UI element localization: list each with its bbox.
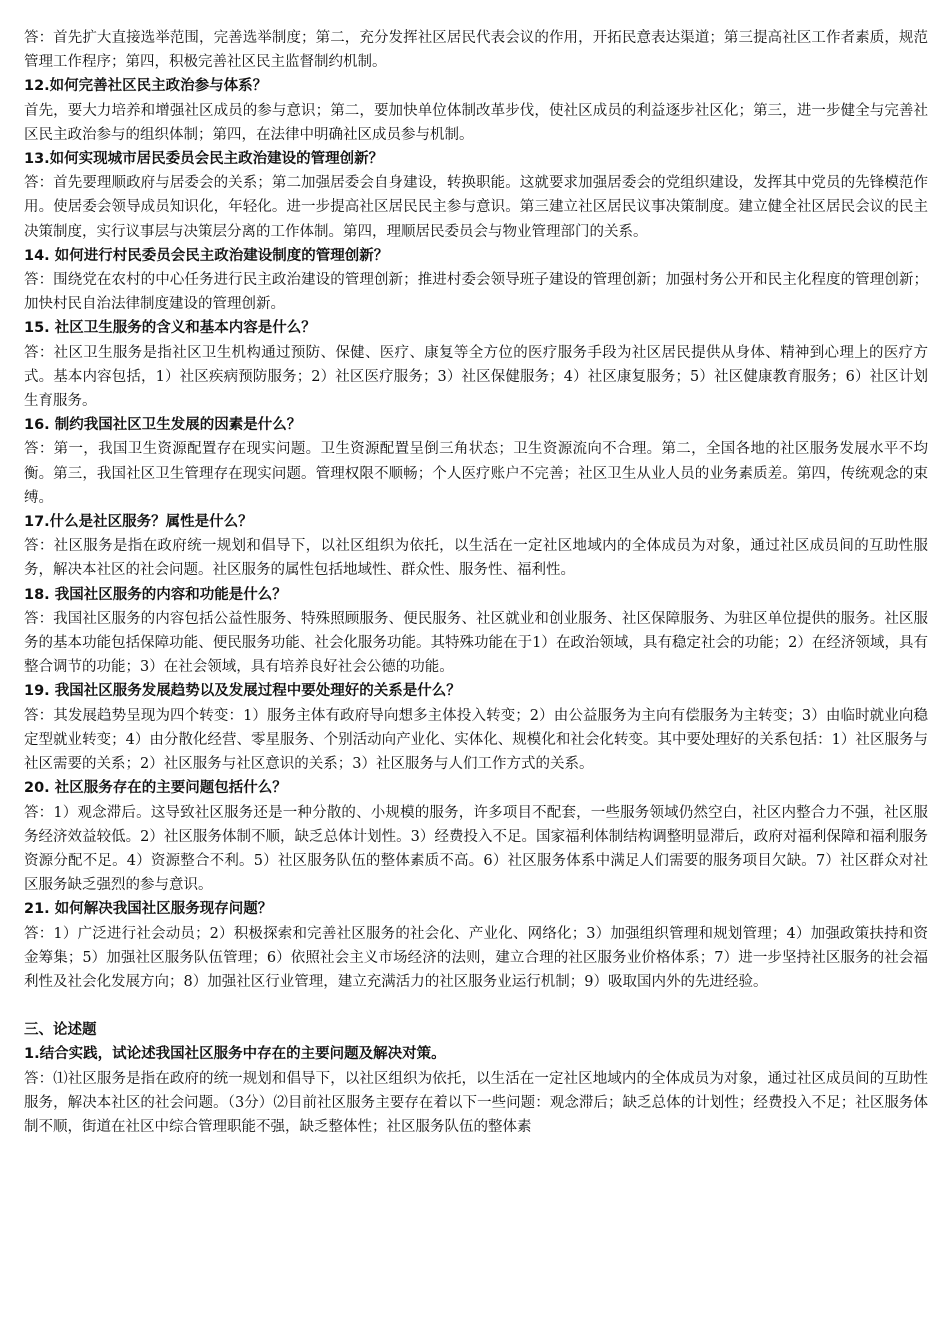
question-heading: 19. 我国社区服务发展趋势以及发展过程中要处理好的关系是什么？	[24, 683, 461, 700]
question-heading: 21. 如何解决我国社区服务现存问题？	[24, 901, 273, 918]
answer-paragraph: 答：1）广泛进行社会动员；2）积极探索和完善社区服务的社会化、产业化、网络化；3）加强组织管理和规划管理；4）加强政策扶持和资金筹集；5）加强社区服务队伍管理；6）依照社会主义市场经济的法则，建立合理的社区服务业价格体系；7）进一步坚持社区服务的社会福利性及社会化发展方向；8）加强社区行业管理，建立充满活力的社区服务业运行机制；9）吸取国内外的先进经验。	[24, 925, 928, 990]
answer-paragraph: 答：我国社区服务的内容包括公益性服务、特殊照顾服务、便民服务、社区就业和创业服务、社区保障服务、为驻区单位提供的服务。社区服务的基本功能包括保障功能、便民服务功能、社会化服务功能。其特殊功能在于1）在政治领域，具有稳定社会的功能；2）在经济领域，具有整合调节的功能；3）在社会领域，具有培养良好社会公德的功能。	[24, 610, 928, 676]
answer-paragraph: 答：首先扩大直接选举范围，完善选举制度；第二，充分发挥社区居民代表会议的作用，开拓民意表达渠道；第三提高社区工作者素质，规范管理工作程序；第四，积极完善社区民主监督制约机制。	[24, 30, 928, 71]
answer-paragraph: 答：社区卫生服务是指社区卫生机构通过预防、保健、医疗、康复等全方位的医疗服务手段为社区居民提供从身体、精神到心理上的医疗方式。基本内容包括，1）社区疾病预防服务；2）社区医疗服务；3）社区保健服务；4）社区康复服务；5）社区健康教育服务；6）社区计划生育服务。	[24, 344, 928, 410]
document-page	[24, 26, 928, 1139]
answer-paragraph: 答：社区服务是指在政府统一规划和倡导下，以社区组织为依托，以生活在一定社区地域内的全体成员为对象，通过社区成员间的互助性服务，解决本社区的社会问题。社区服务的属性包括地域性、群众性、服务性、福利性。	[24, 538, 928, 579]
answer-paragraph: 答：⑴社区服务是指在政府的统一规划和倡导下，以社区组织为依托，以生活在一定社区地域内的全体成员为对象，通过社区成员间的互助性服务，解决本社区的社会问题。（3分）⑵目前社区服务主要存在着以下一些问题：观念滞后；缺乏总体的计划性；经费投入不足；社区服务体制不顺，街道在社区中综合管理职能不强，缺乏整体性；社区服务队伍的整体素	[24, 1070, 928, 1135]
answer-paragraph: 答：1）观念滞后。这导致社区服务还是一种分散的、小规模的服务，许多项目不配套，一些服务领域仍然空白，社区内整合力不强，社区服务经济效益较低。2）社区服务体制不顺，缺乏总体计划性。3）经费投入不足。国家福利体制结构调整明显滞后，政府对福利保障和福利服务资源分配不足。4）资源整合不利。5）社区服务队伍的整体素质不高。6）社区服务体系中满足人们需要的服务项目欠缺。7）社区群众对社区服务缺乏强烈的参与意识。	[24, 804, 928, 894]
answer-paragraph: 答：第一，我国卫生资源配置存在现实问题。卫生资源配置呈倒三角状态；卫生资源流向不合理。第二，全国各地的社区服务发展水平不均衡。第三，我国社区卫生管理存在现实问题。管理权限不顺畅；个人医疗账户不完善；社区卫生从业人员的业务素质差。第四，传统观念的束缚。	[24, 441, 928, 506]
answer-paragraph: 答：其发展趋势呈现为四个转变：1）服务主体有政府导向想多主体投入转变；2）由公益服务为主向有偿服务为主转变；3）由临时就业向稳定型就业转变；4）由分散化经营、零星服务、个别活动向产业化、实体化、规模化和社会化转变。其中要处理好的关系包括：1）社区服务与社区需要的关系；2）社区服务与社区意识的关系；3）社区服务与人们工作方式的关系。	[24, 707, 928, 773]
answer-paragraph: 答：首先要理顺政府与居委会的关系；第二加强居委会自身建设，转换职能。这就要求加强居委会的党组织建设，发挥其中党员的先锋模范作用。使居委会领导成员知识化，年轻化。进一步提高社区居民民主参与意识。第三建立社区居民议事决策制度。建立健全社区居民会议的民主决策制度，实行议事层与决策层分离的工作体制。第四，理顺居民委员会与物业管理部门的关系。	[24, 175, 928, 240]
question-heading: 18. 我国社区服务的内容和功能是什么？	[24, 586, 287, 603]
question-heading: 12.如何完善社区民主政治参与体系？	[24, 78, 268, 95]
answer-paragraph: 答：围绕党在农村的中心任务进行民主政治建设的管理创新；推进村委会领导班子建设的管理创新；加强村务公开和民主化程度的管理创新；加快村民自治法律制度建设的管理创新。	[24, 272, 928, 313]
question-heading: 17.什么是社区服务？属性是什么？	[24, 514, 253, 531]
section-spacer	[24, 994, 928, 1018]
answer-paragraph: 首先，要大力培养和增强社区成员的参与意识；第二，要加快单位体制改革步伐，使社区成员的利益逐步社区化；第三，进一步健全与完善社区民主政治参与的组织体制；第四，在法律中明确社区成员参与机制。	[24, 102, 928, 143]
question-heading: 14. 如何进行村民委员会民主政治建设制度的管理创新？	[24, 247, 389, 264]
question-heading: 16. 制约我国社区卫生发展的因素是什么？	[24, 417, 302, 434]
question-heading: 13.如何实现城市居民委员会民主政治建设的管理创新？	[24, 151, 384, 168]
question-heading: 15. 社区卫生服务的含义和基本内容是什么？	[24, 320, 316, 337]
question-heading: 1.结合实践，试论述我国社区服务中存在的主要问题及解决对策。	[24, 1046, 446, 1063]
question-heading: 20. 社区服务存在的主要问题包括什么？	[24, 780, 287, 797]
question-heading: 三、论述题	[24, 1022, 97, 1039]
